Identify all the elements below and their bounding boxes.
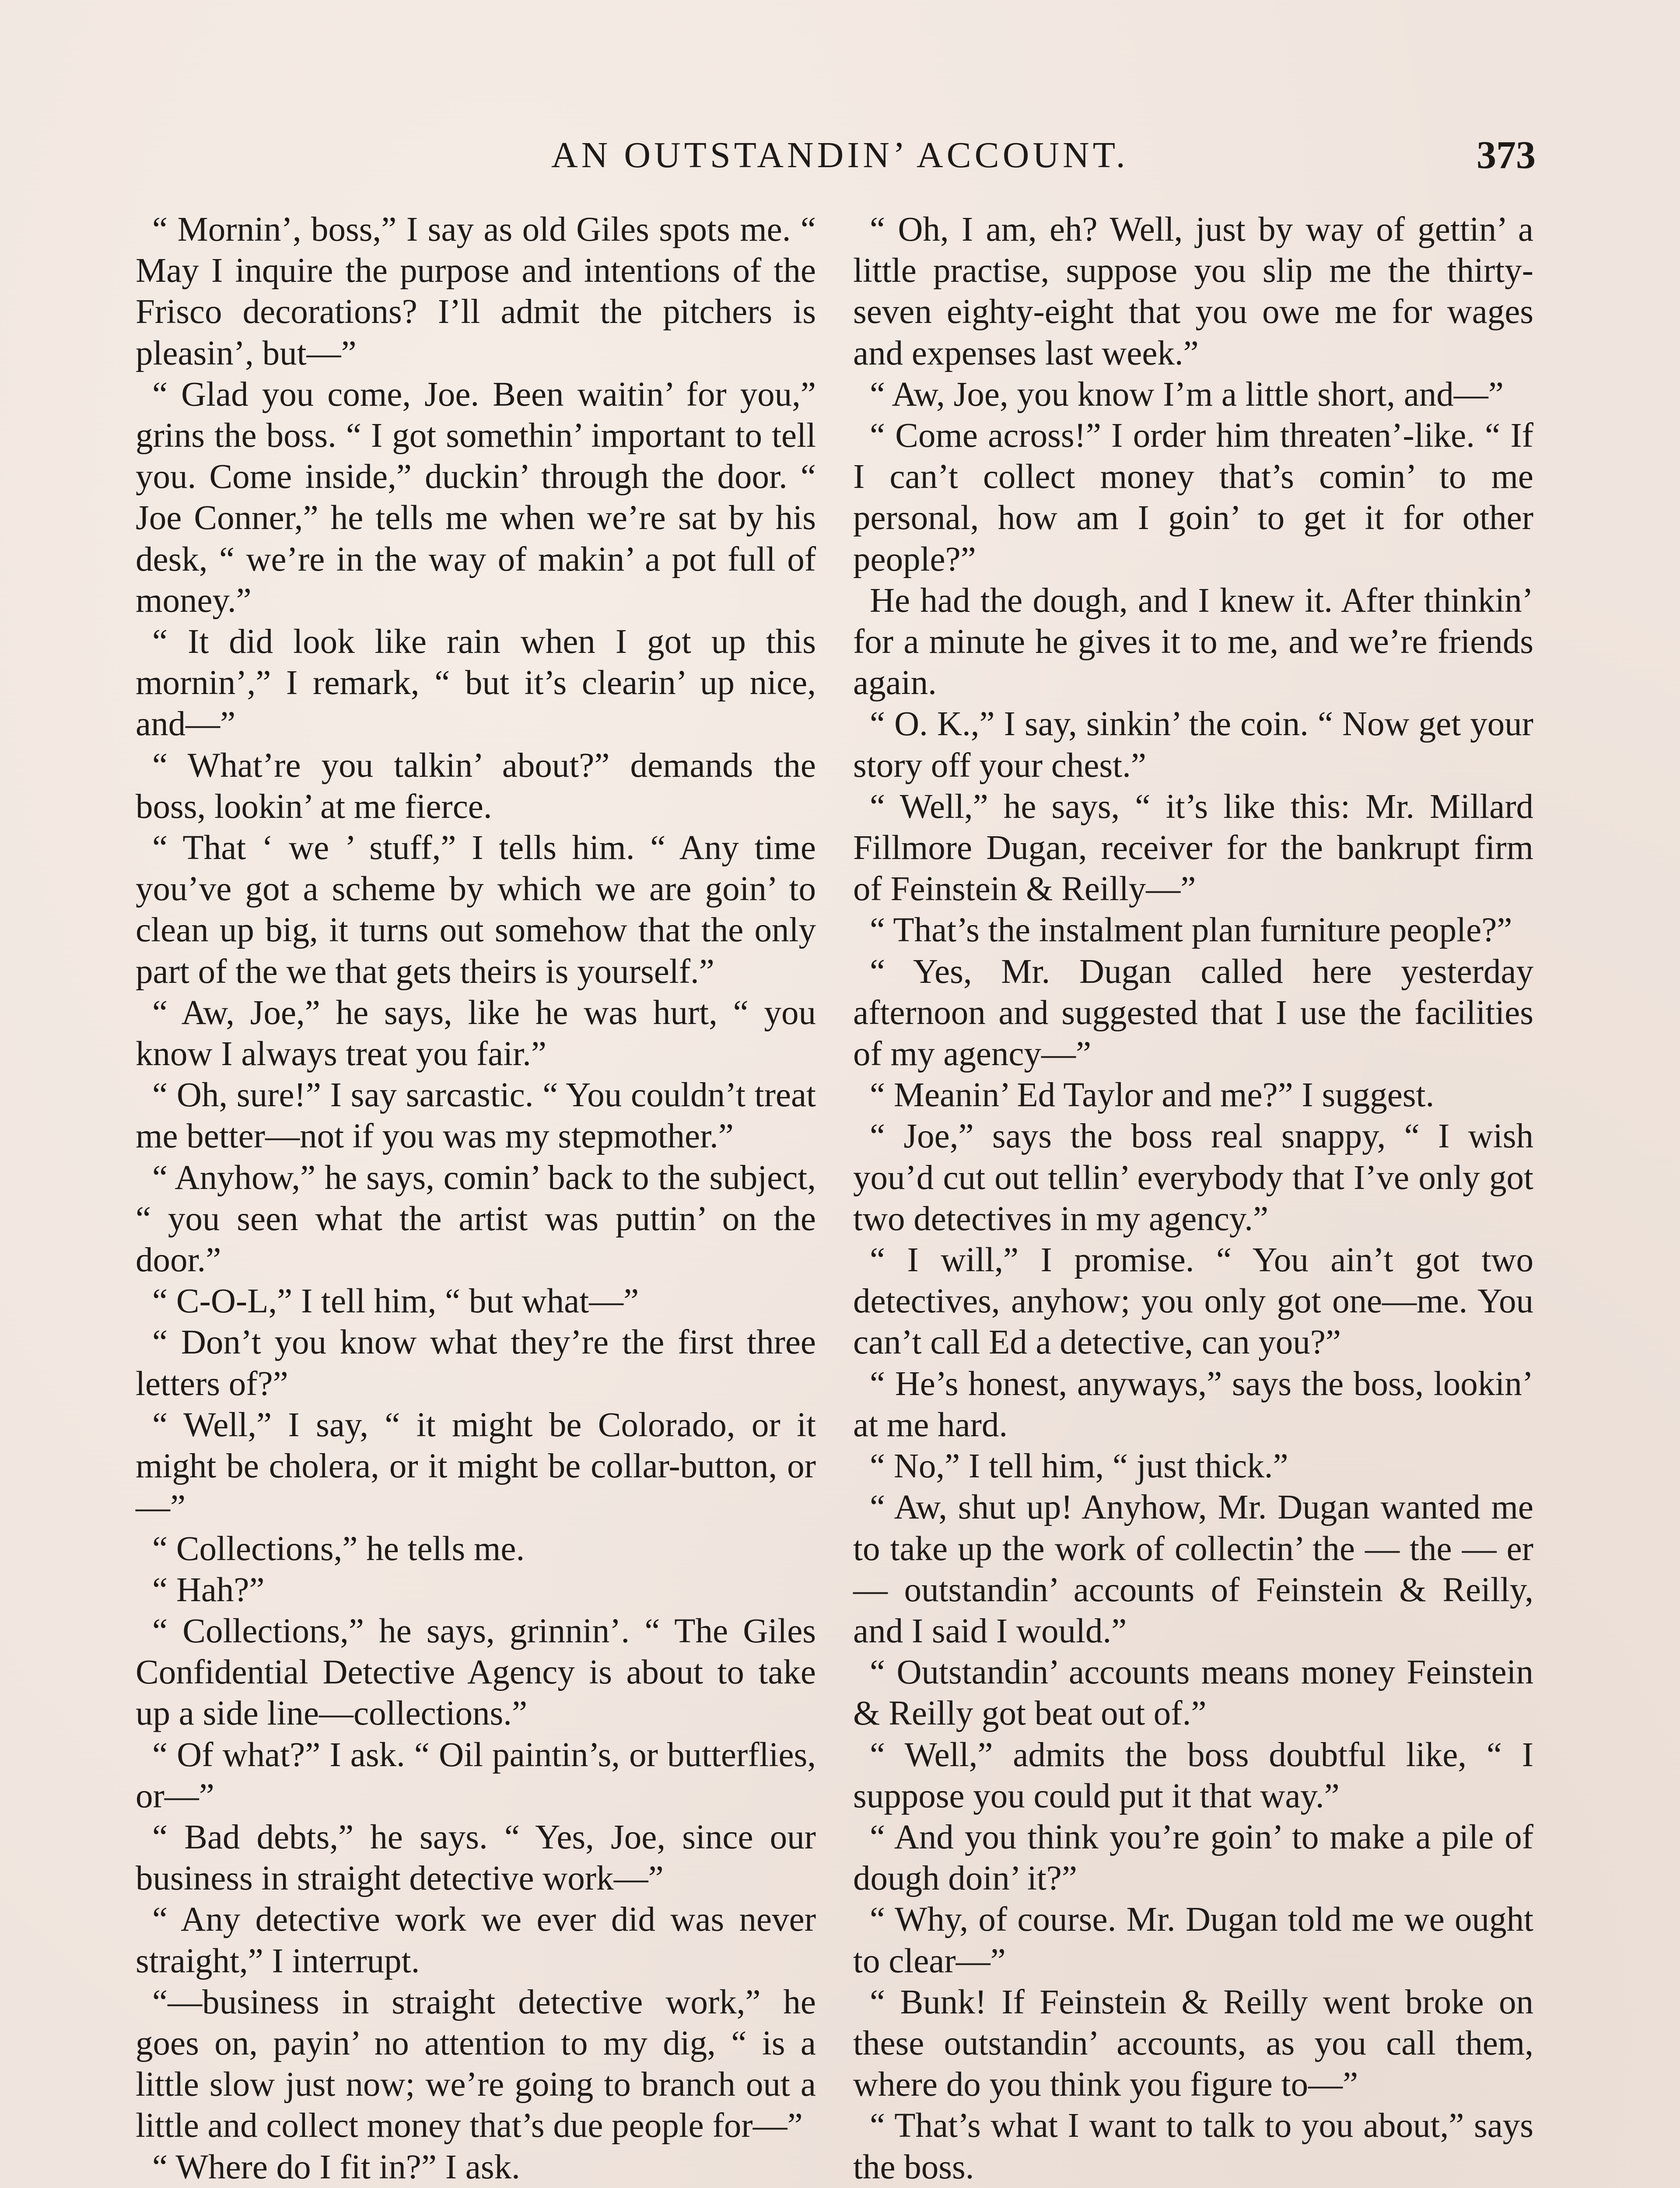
paragraph: “ Oh, I am, eh? Well, just by way of gettin’ a little practise, suppose you slip me the thirty-seven eighty-eight that you owe me for wages and expenses last week.” [853,210,1533,372]
paragraph: “ He’s honest, anyways,” says the boss, lookin’ at me hard. [853,1364,1533,1444]
paragraph: “ That’s the instalment plan furniture people?” [870,911,1512,950]
paragraph: “ Of what?” I ask. “ Oil paintin’s, or butterflies, or—” [136,1736,816,1815]
paragraph: “ What’re you talkin’ about?” demands the boss, lookin’ at me fierce. [136,746,816,826]
paragraph: “ And you think you’re goin’ to make a pile of dough doin’ it?” [853,1818,1533,1898]
paragraph: “ Don’t you know what they’re the first three letters of?” [136,1323,816,1403]
paragraph: “ O. K.,” I say, sinkin’ the coin. “ Now get your story off your chest.” [853,705,1533,785]
paragraph: “ Aw, shut up! Anyhow, Mr. Dugan wanted me to take up the work of collectin’ the — the — er — outstandin’ accounts of Feinstein & Reilly, and I said I would.” [853,1488,1533,1650]
paragraph: “ Aw, Joe,” he says, like he was hurt, “ you know I always treat you fair.” [136,993,816,1073]
paragraph: “ That’s what I want to talk to you about,” says the boss. [853,2107,1533,2186]
paragraph: “ It did look like rain when I got up this mornin’,” I remark, “ but it’s clearin’ up nice, and—” [136,623,816,743]
paragraph: “ Aw, Joe, you know I’m a little short, and—” [870,375,1504,414]
paragraph: “ Oh, sure!” I say sarcastic. “ You couldn’t treat me better—not if you was my stepmother.” [136,1076,816,1156]
paragraph: “ No,” I tell him, “ just thick.” [870,1447,1288,1486]
paragraph: “ Why, of course. Mr. Dugan told me we ought to clear—” [853,1900,1533,1980]
paragraph: “ Well,” I say, “ it might be Colorado, or it might be cholera, or it might be collar-button, or—” [136,1406,816,1527]
paragraph: “ Well,” admits the boss doubtful like, “ I suppose you could put it that way.” [853,1736,1533,1815]
paragraph: “ Anyhow,” he says, comin’ back to the subject, “ you seen what the artist was puttin’ on the door.” [136,1158,816,1280]
running-title: AN OUTSTANDIN’ ACCOUNT. [551,135,1129,175]
paragraph: “ Any detective work we ever did was never straight,” I interrupt. [136,1900,816,1980]
paragraph: “ Mornin’, boss,” I say as old Giles spots me. “ May I inquire the purpose and intentions of the Frisco decorations? I’ll admit the pitchers is pleasin’, but—” [136,210,816,372]
page-header [136,131,1536,179]
paragraph: “ Where do I fit in?” I ask. [152,2148,520,2186]
paragraph: “ Bunk! If Feinstein & Reilly went broke on these outstandin’ accounts, as you call them, where do you think you figure to—” [853,1983,1533,2104]
paragraph: “ Meanin’ Ed Taylor and me?” I suggest. [870,1076,1435,1115]
right-column [853,209,1533,2188]
paragraph: “ That ‘ we ’ stuff,” I tells him. “ Any time you’ve got a scheme by which we are goin’ to clean up big, it turns out somehow that the only part of the we that gets theirs is yourself.” [136,829,816,991]
paragraph: “ Outstandin’ accounts means money Feinstein & Reilly got beat out of.” [853,1653,1533,1733]
paragraph: He had the dough, and I knew it. After thinkin’ for a minute he gives it to me, and we’re friends again. [853,581,1533,702]
paragraph: “ Hah?” [152,1571,265,1609]
paragraph: “ Joe,” says the boss real snappy, “ I wish you’d cut out tellin’ everybody that I’ve only got two detectives in my agency.” [853,1117,1533,1238]
paragraph: “ Well,” he says, “ it’s like this: Mr. Millard Fillmore Dugan, receiver for the bankrupt firm of Feinstein & Reilly—” [853,787,1533,908]
page-number: 373 [1477,133,1536,177]
paragraph: “ Collections,” he says, grinnin’. “ The Giles Confidential Detective Agency is about to take up a side line—collections.” [136,1612,816,1733]
paragraph: “ C-O-L,” I tell him, “ but what—” [152,1282,639,1321]
paragraph: “—business in straight detective work,” he goes on, payin’ no attention to my dig, “ is a little slow just now; we’re going to branch out a little and collect money that’s due people for—” [136,1983,816,2145]
paragraph: “ I will,” I promise. “ You ain’t got two detectives, anyhow; you only got one—me. You can’t call Ed a detective, can you?” [853,1241,1533,1362]
paragraph: “ Bad debts,” he says. “ Yes, Joe, since our business in straight detective work—” [136,1818,816,1898]
paragraph: “ Glad you come, Joe. Been waitin’ for you,” grins the boss. “ I got somethin’ important to tell you. Come inside,” duckin’ through the door. “ Joe Conner,” he tells me when we’re sat by his desk, “ we’re in the way of makin’ a pot full of money.” [136,375,816,620]
left-column [136,209,816,2188]
paragraph: “ Collections,” he tells me. [152,1529,525,1568]
paragraph: “ Yes, Mr. Dugan called here yesterday afternoon and suggested that I use the facilities of my agency—” [853,952,1533,1073]
paragraph: “ Come across!” I order him threaten’-like. “ If I can’t collect money that’s comin’ to me personal, how am I goin’ to get it for other people?” [853,417,1533,579]
